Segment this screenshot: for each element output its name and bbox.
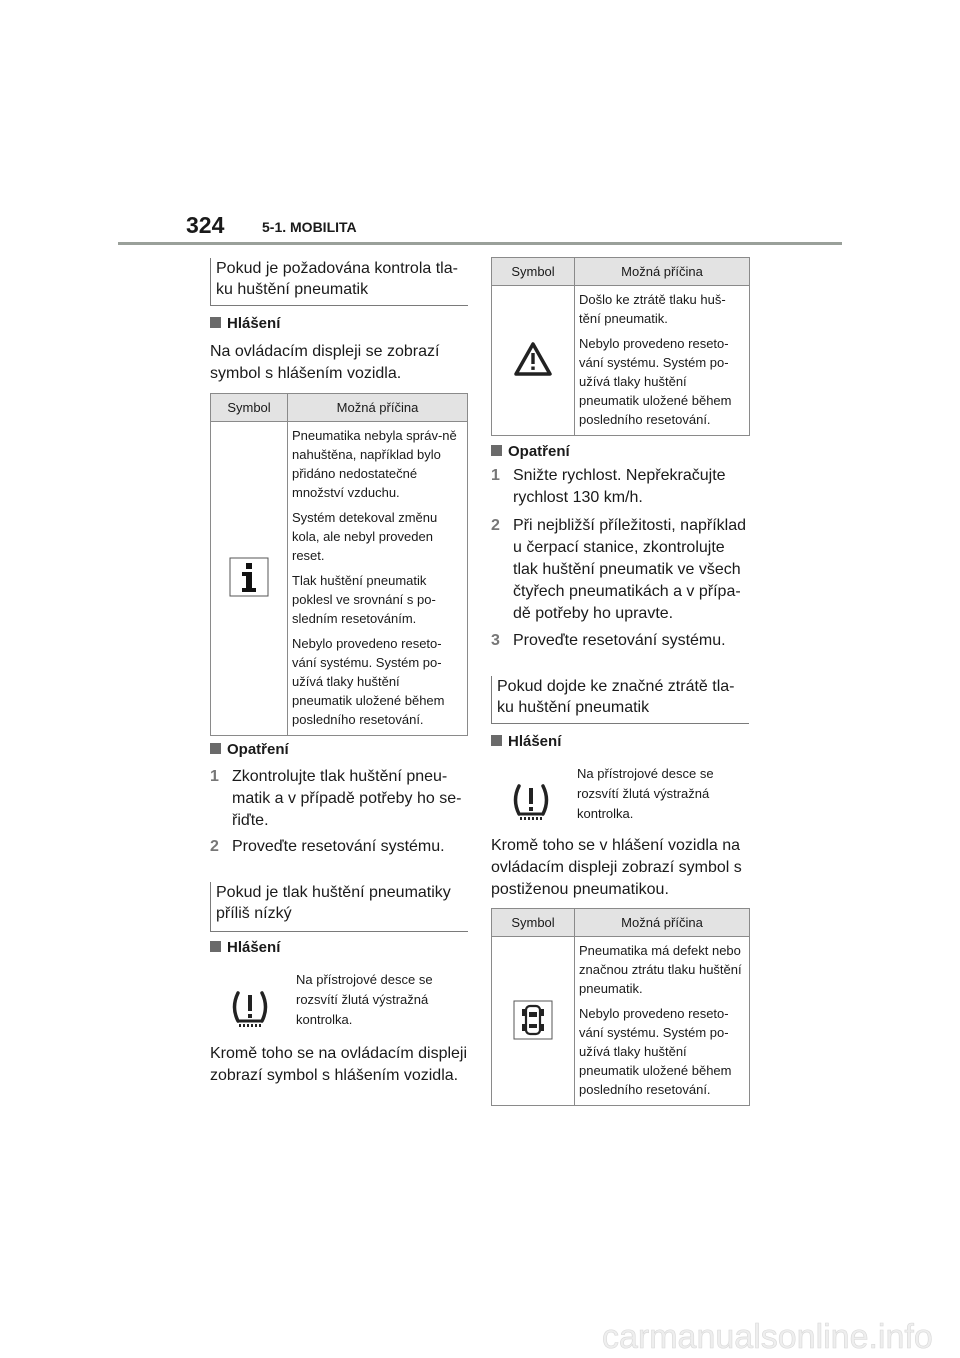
cause-item: Nebylo provedeno reseto-vání systému. Systém po-užívá tlaky huštění pneumatik uložené během posledního resetování. [579, 336, 732, 427]
step-text: Proveďte resetování systému. [513, 632, 726, 649]
heading-text: Opatření [508, 443, 570, 460]
heading-measures [491, 443, 570, 460]
column-header-cause: Možná příčina [288, 394, 468, 422]
svg-text:carmanualsonline.info: carmanualsonline.info [602, 1318, 933, 1356]
tire-pressure-warning-icon [230, 990, 270, 1028]
condition-text: Pokud dojde ke značné ztrátě tla-ku huštění pneumatik [497, 678, 735, 716]
heading-message [491, 733, 561, 750]
heading-text: Hlášení [508, 733, 562, 750]
header-divider [118, 242, 842, 245]
condition-box-significant-loss [491, 676, 749, 724]
condition-box-low-pressure [210, 882, 468, 932]
condition-box-check-pressure [210, 258, 468, 306]
paragraph: Kromě toho se v hlášení vozidla na ovládacím displeji zobrazí symbol s postiženou pneumatikou. [491, 837, 742, 898]
warning-lamp-text: Na přístrojové desce se rozsvítí žlutá výstražná kontrolka. [577, 766, 714, 821]
square-bullet-icon [491, 735, 502, 746]
paragraph: Na ovládacím displeji se zobrazí symbol s hlášením vozidla. [210, 343, 440, 382]
symbol-table-car [491, 908, 750, 1106]
cause-item: Systém detekoval změnu kola, ale nebyl proveden reset. [292, 510, 438, 563]
cause-item: Došlo ke ztrátě tlaku huš-tění pneumatik. [579, 292, 726, 326]
column-header-symbol: Symbol [211, 394, 288, 422]
tire-pressure-warning-icon [511, 783, 551, 821]
step-number: 1 [491, 467, 500, 484]
symbol-table-info [210, 393, 468, 736]
page-number: 324 [186, 212, 225, 238]
paragraph: Kromě toho se na ovládacím displeji zobrazí symbol s hlášením vozidla. [210, 1045, 468, 1084]
cause-item: Pneumatika nebyla správ-ně nahuštěna, například bylo přidáno nedostatečné množství vzduchu. [292, 428, 457, 500]
condition-text: Pokud je požadována kontrola tla-ku huštění pneumatik [216, 260, 458, 298]
column-header-symbol: Symbol [492, 258, 575, 286]
cause-item: Nebylo provedeno reseto-vání systému. Systém po-užívá tlaky huštění pneumatik uložené během posledního resetování. [579, 1006, 732, 1097]
column-header-cause: Možná příčina [575, 909, 750, 937]
cause-item: Nebylo provedeno reseto-vání systému. Systém po-užívá tlaky huštění pneumatik uložené během posledního resetování. [292, 636, 445, 727]
symbol-cell [211, 422, 288, 736]
causes-cell [575, 286, 750, 436]
step-text: Snižte rychlost. Nepřekračujte rychlost 130 km/h. [513, 467, 726, 506]
heading-measures [210, 741, 289, 758]
square-bullet-icon [210, 743, 221, 754]
step-number: 2 [210, 838, 219, 855]
car-tire-status-icon [513, 1000, 553, 1040]
condition-text: Pokud je tlak huštění pneumatiky příliš nízký [216, 884, 451, 922]
column-header-symbol: Symbol [492, 909, 575, 937]
step-item [491, 515, 749, 625]
symbol-cell [492, 937, 575, 1106]
causes-cell [288, 422, 468, 736]
heading-text: Hlášení [227, 315, 281, 332]
symbol-cell [492, 286, 575, 436]
section-title: 5-1. MOBILITA [262, 219, 357, 235]
causes-cell [575, 937, 750, 1106]
info-icon [229, 557, 269, 597]
step-text: Při nejbližší příležitosti, například u čerpací stanice, zkontrolujte tlak huštění pneumatik ve všech čtyřech pneumatikách a v přípa-dě potřeby ho upravte. [513, 517, 746, 622]
square-bullet-icon [210, 317, 221, 328]
step-item [491, 465, 749, 509]
step-number: 3 [491, 632, 500, 649]
symbol-table-warning [491, 257, 750, 436]
watermark-logo [598, 1318, 960, 1358]
heading-message [210, 939, 280, 956]
step-number: 2 [491, 517, 500, 534]
warning-lamp-text: Na přístrojové desce se rozsvítí žlutá výstražná kontrolka. [296, 972, 433, 1027]
square-bullet-icon [491, 445, 502, 456]
step-text: Zkontrolujte tlak huštění pneu-matik a v případě potřeby ho se-řiďte. [232, 768, 462, 829]
heading-message [210, 315, 280, 332]
cause-item: Pneumatika má defekt nebo značnou ztrátu tlaku huštění pneumatik. [579, 943, 742, 996]
cause-item: Tlak huštění pneumatik poklesl ve srovnání s po-sledním resetováním. [292, 573, 436, 626]
heading-text: Hlášení [227, 939, 281, 956]
warning-triangle-icon [513, 341, 553, 377]
step-number: 1 [210, 768, 219, 785]
column-header-cause: Možná příčina [575, 258, 750, 286]
step-item [491, 630, 749, 652]
step-item [210, 836, 466, 858]
step-text: Proveďte resetování systému. [232, 838, 445, 855]
step-item [210, 766, 466, 832]
heading-text: Opatření [227, 741, 289, 758]
square-bullet-icon [210, 941, 221, 952]
